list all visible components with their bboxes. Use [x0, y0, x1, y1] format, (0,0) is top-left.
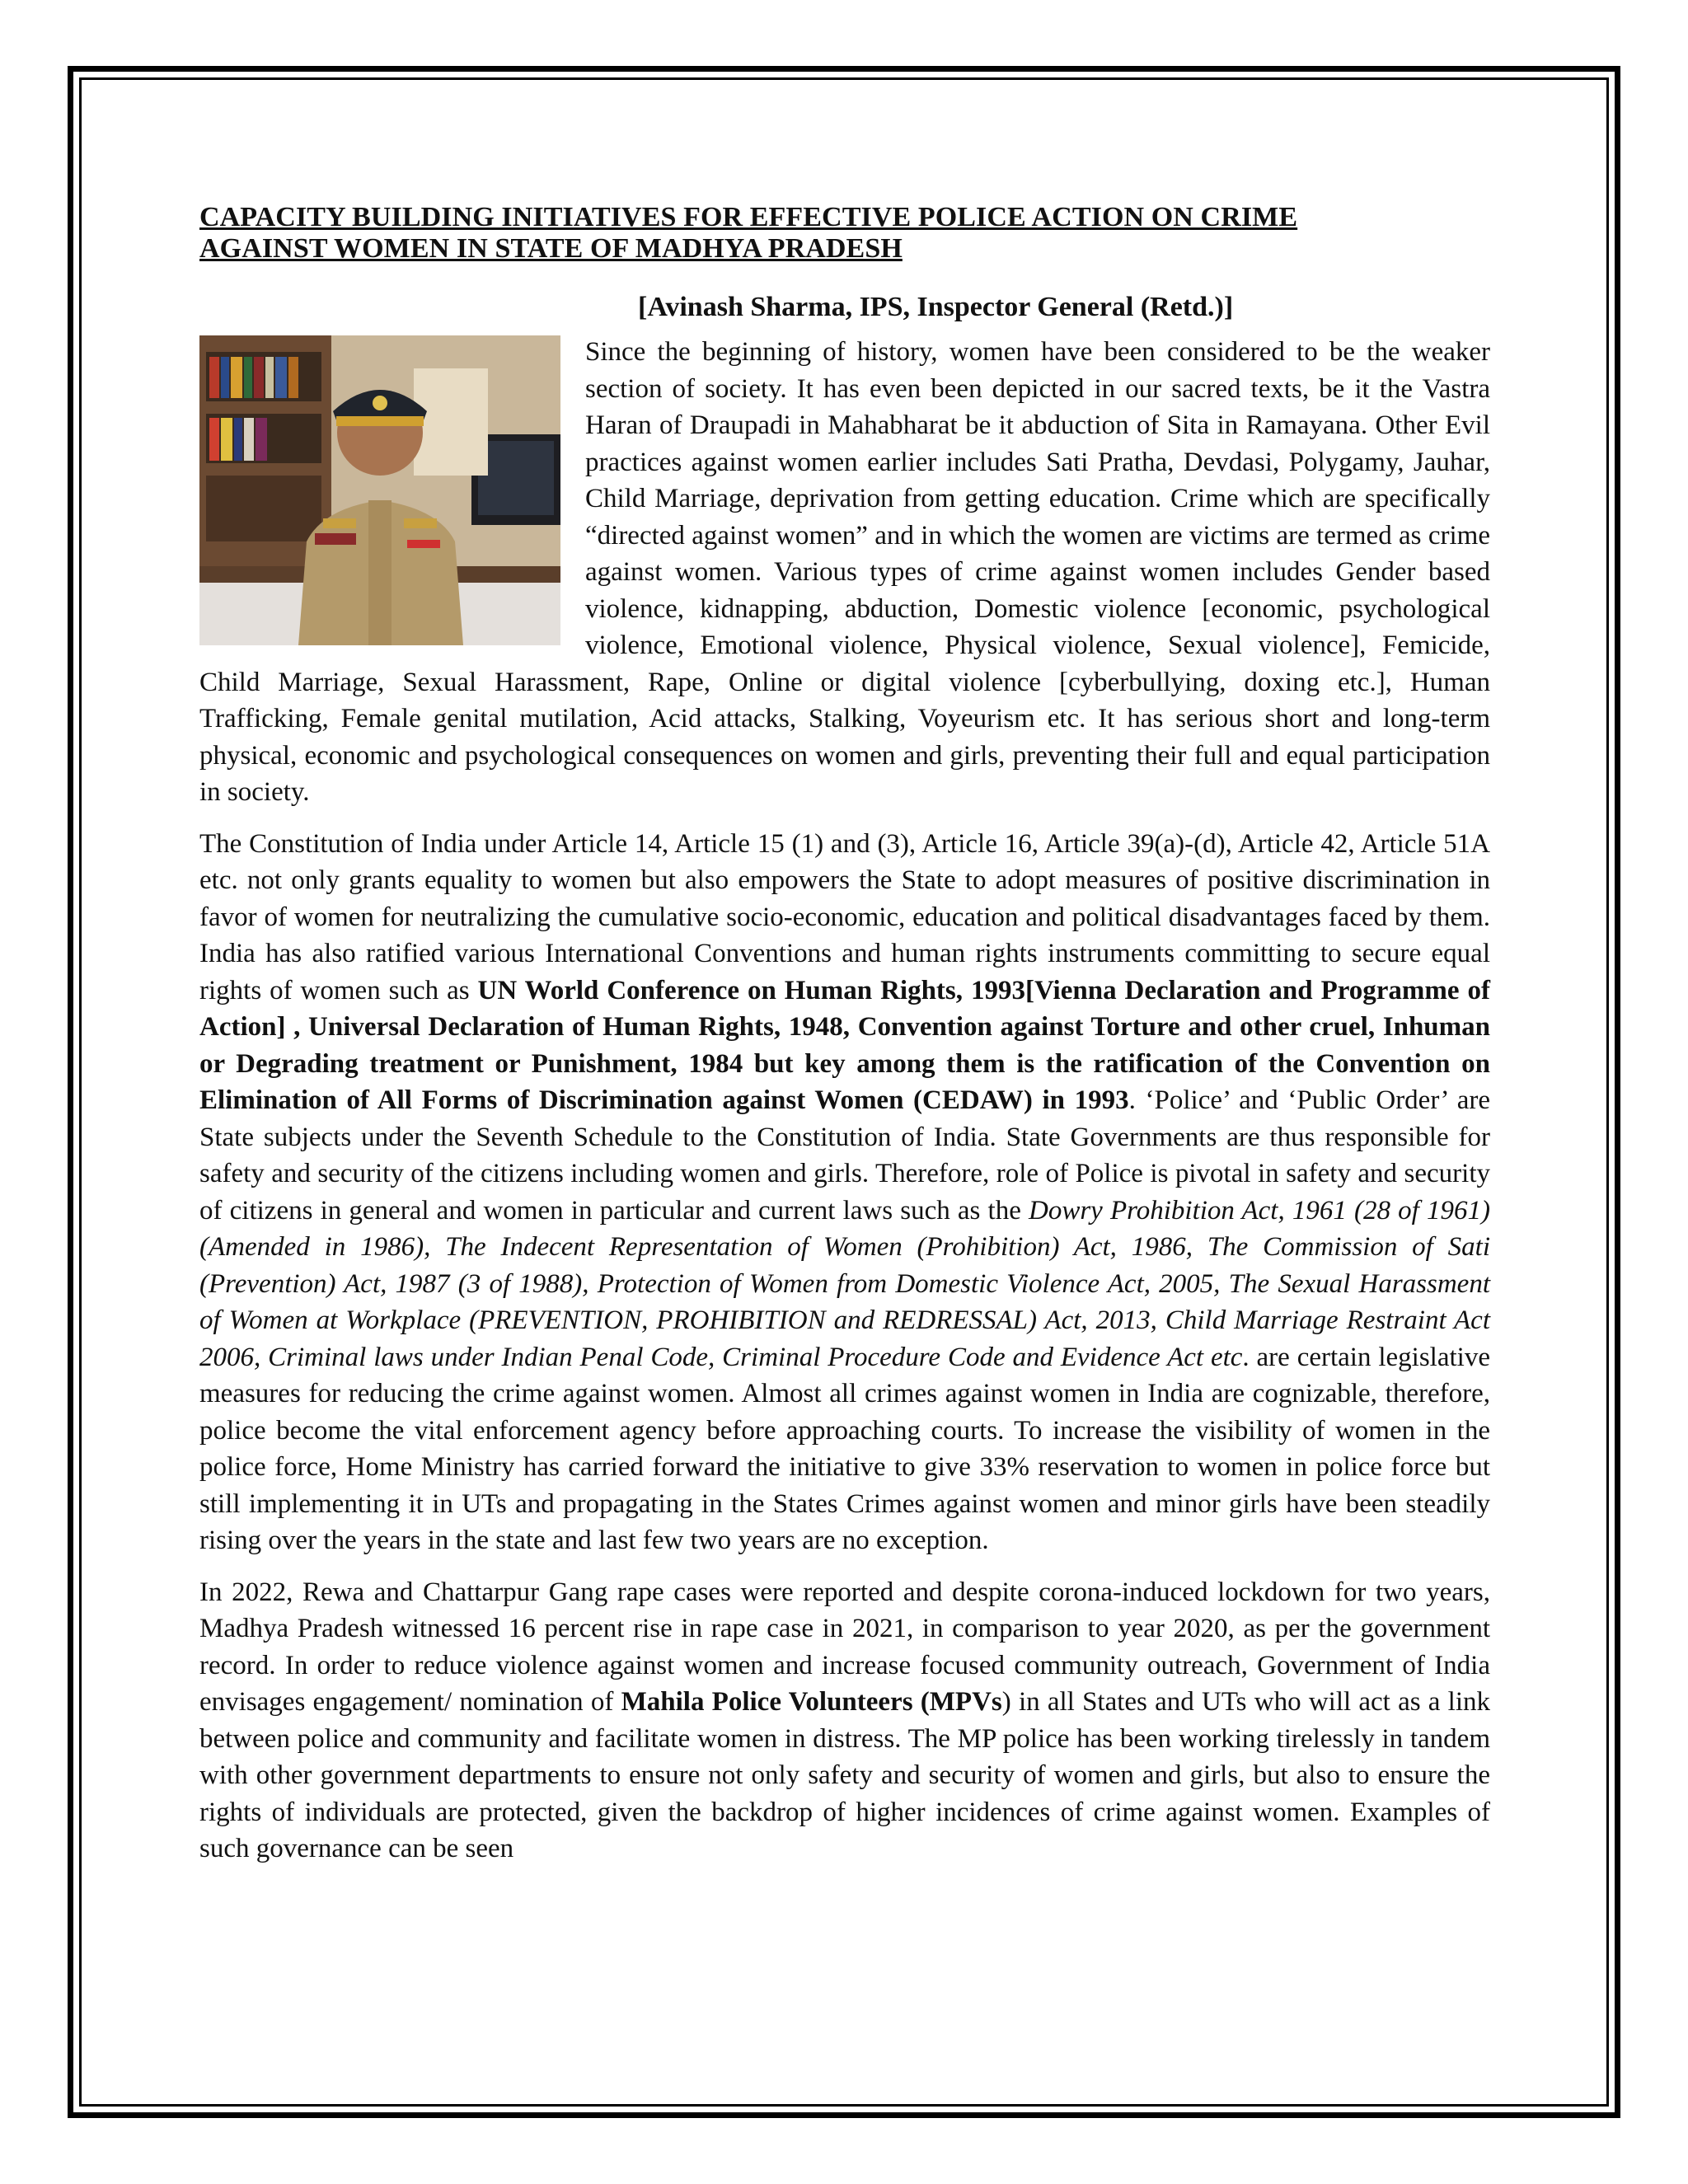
paragraph-2-text-b: . ‘Police’ and ‘Public Order’ are State subjects under the Seventh Schedule to the Constitution of India. State Governments are thus responsible for safety and security of the citizens including women and girls. Therefore, role of Police is pivotal in safety and security of citizens in general and women in particular and current laws such as the [199, 1085, 1490, 1226]
paragraph-2 [199, 826, 1490, 1559]
paragraph-3-mpv: Mahila Police Volunteers (MPVs [621, 1687, 1002, 1717]
author-photo [199, 335, 560, 645]
paragraph-3 [199, 1574, 1490, 1868]
paragraph-2-acts: Dowry Prohibition Act, 1961 (28 of 1961) (Amended in 1986), The Indecent Representation of Women (Prohibition) Act, 1986, The Commission of Sati (Prevention) Act, 1987 (3 of 1988), Protection of Women from Domestic Violence Act, 2005, The Sexual Harassment of Women at Workplace (PREVENTION, PROHIBITION and REDRESSAL) Act, 2013, Child Marriage Restraint Act 2006, Criminal laws under Indian Penal Code, Criminal Procedure Code and Evidence Act etc [199, 1195, 1490, 1372]
article-title [199, 202, 1490, 265]
title-line-1: CAPACITY BUILDING INITIATIVES FOR EFFECTIVE POLICE ACTION ON CRIME [199, 202, 1298, 232]
paragraph-3-text-b: ) in all States and UTs who will act as a link between police and community and facilitate women in distress. The MP police has been working tirelessly in tandem with other government departments to ensure not only safety and security of women and girls, but also to ensure the rights of individuals are protected, given the backdrop of higher incidences of crime against women. Examples of such governance can be seen [199, 1687, 1490, 1863]
paragraph-2-text-c: . are certain legislative measures for reducing the crime against women. Almost all crimes against women in India are cognizable, therefore, police become the vital enforcement agency before approaching courts. To increase the visibility of women in the police force, Home Ministry has carried forward the initiative to give 33% reservation to women in police force but still implementing it in UTs and propagating in the States Crimes against women and minor girls have been steadily rising over the years in the state and last few two years are no exception. [199, 1342, 1490, 1555]
article [199, 202, 1490, 1882]
paragraph-1: Since the beginning of history, women have been considered to be the weaker section of society. It has even been depicted in our sacred texts, be it the Vastra Haran of Draupadi in Mahabharat be it abduction of Sita in Ramayana. Other Evil practices against women earlier includes Sati Pratha, Devdasi, Polygamy, Jauhar, Child Marriage, deprivation from getting education. Crime which are specifically “directed against women” and in which the women are victims are termed as crime against women. Various types of crime against women includes Gender based violence, kidnapping, abduction, Domestic violence [economic, psychological violence, Emotional violence, Physical violence, Sexual violence], Femicide, Child Marriage, Sexual Harassment, Rape, Online or digital violence [cyberbullying, doxing etc.], Human Trafficking, Female genital mutilation, Acid attacks, Stalking, Voyeurism etc. It has serious short and long-term physical, economic and psychological consequences on women and girls, preventing their full and equal participation in society. [199, 337, 1490, 807]
paragraph-2-text-a: The Constitution of India under Article 14, Article 15 (1) and (3), Article 16, Article 39(a)-(d), Article 42, Article 51A etc. not only grants equality to women but also empowers the State to adopt measures of positive discrimination in favor of women for neutralizing the cumulative socio-economic, education and political disadvantages faced by them. India has also ratified various International Conventions and human rights instruments committing to secure equal rights of women such as [199, 828, 1490, 1005]
author-byline: [Avinash Sharma, IPS, Inspector General (Retd.)] [638, 292, 1234, 322]
title-line-2: AGAINST WOMEN IN STATE OF MADHYA PRADESH [199, 233, 903, 264]
paragraph-2-conventions: UN World Conference on Human Rights, 1993[Vienna Declaration and Programme of Action] , Universal Declaration of Human Rights, 1948, Convention against Torture and other cruel, Inhuman or Degrading treatment or Punishment, 1984 but key among them is the ratification of the Convention on Elimination of All Forms of Discrimination against Women (CEDAW) in 1993 [199, 975, 1490, 1115]
paragraph-3-text-a: In 2022, Rewa and Chattarpur Gang rape cases were reported and despite corona-induced lockdown for two years, Madhya Pradesh witnessed 16 percent rise in rape case in 2021, in comparison to year 2020, as per the government record. In order to reduce violence against women and increase focused community outreach, Government of India envisages engagement/ nomination of [199, 1577, 1490, 1717]
